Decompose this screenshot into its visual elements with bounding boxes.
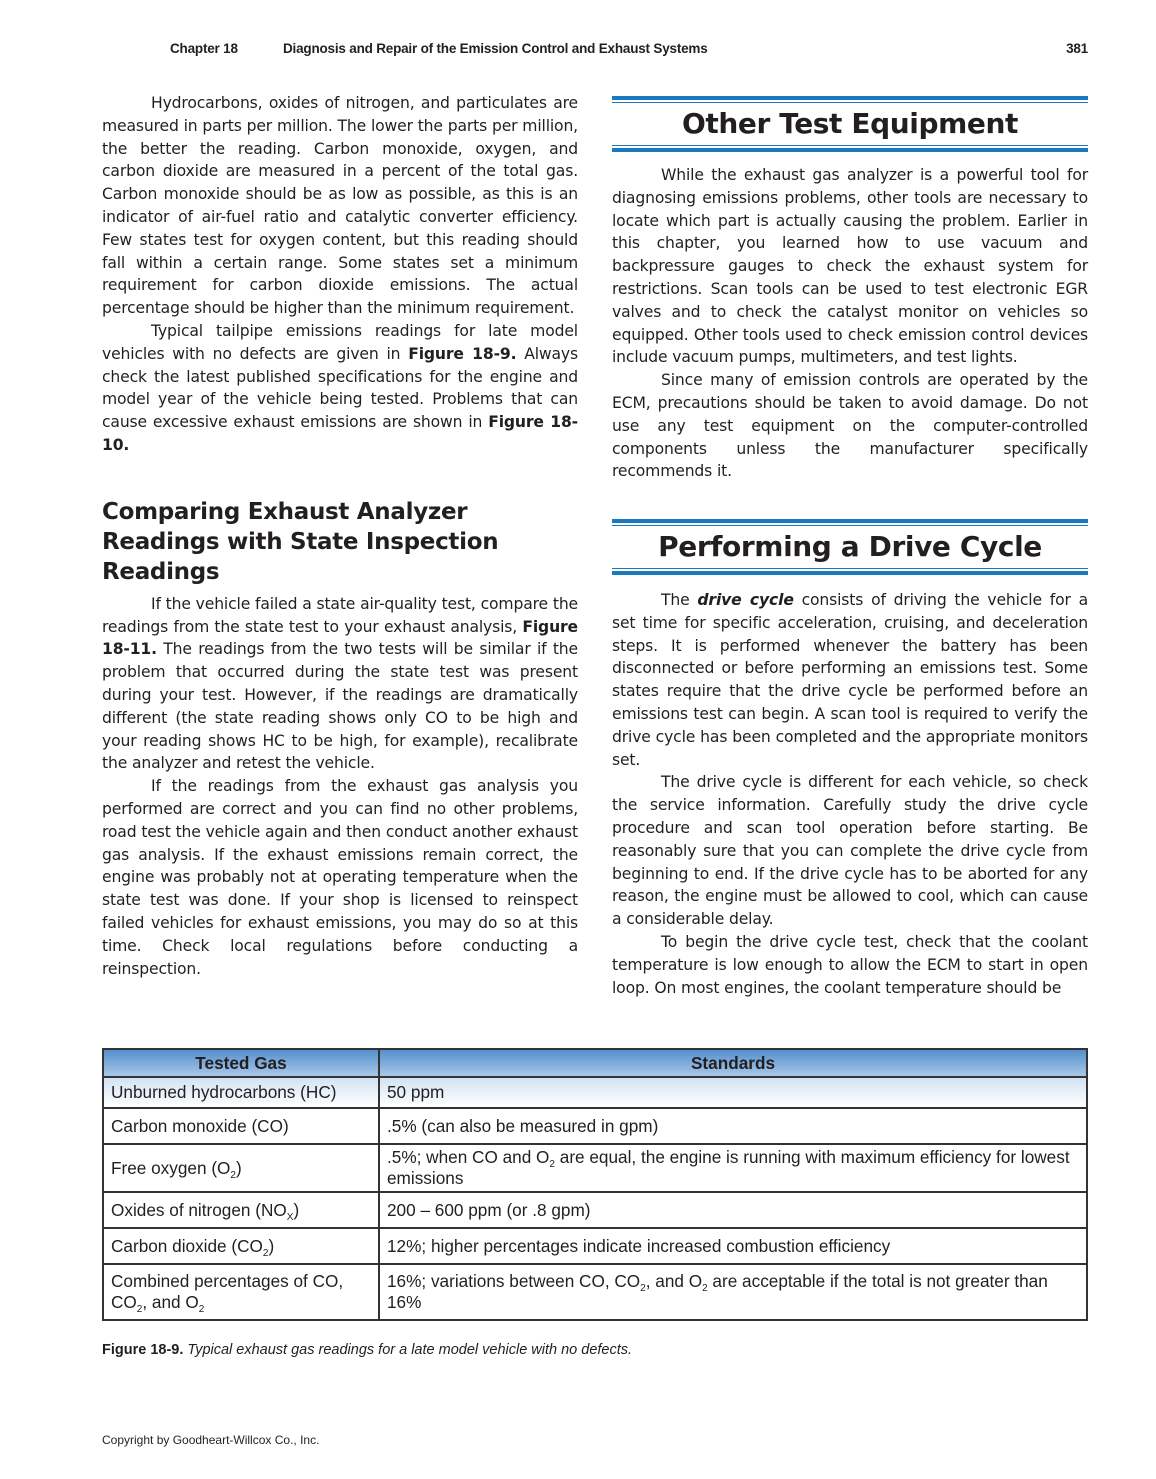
figure-ref-18-10[interactable]: Figure 18-10. xyxy=(102,413,578,454)
figure-ref-18-11[interactable]: Figure 18-11. xyxy=(102,617,578,659)
cell-gas: Combined percentages of CO, $CO_2$, and $O_2$ xyxy=(103,1264,379,1320)
paragraph: Since many of emission controls are operated by the ECM, precautions should be taken to avoid damage. Do not use any test equipment on the computer-controlled components unless the manufacturer specifically recommends it. xyxy=(612,371,1088,481)
page-number: 381 xyxy=(1066,41,1088,56)
chapter-label: Chapter 18 xyxy=(170,41,238,56)
paragraph: While the exhaust gas analyzer is a powerful tool for diagnosing emissions problems, other tools are necessary to locate which part is actually causing the problem. Earlier in this chapter, you learned how to use vacuum and backpressure gauges to check the exhaust system for restrictions. Scan tools can be used to test electronic EGR valves and to check the catalyst monitor on vehicles so equipped. Other tools used to check emission control devices include vacuum pumps, multimeters, and test lights. xyxy=(612,166,1088,367)
section-title: Other Test Equipment xyxy=(681,107,1019,140)
table-header-row xyxy=(103,1049,1087,1077)
cell-gas: Unburned hydrocarbons (HC) xyxy=(103,1077,379,1108)
text: Always check the latest published specifications for the engine and model year of the vehicle being tested. Problems that can cause excessive exhaust emissions are shown in xyxy=(102,344,578,432)
rule-divider xyxy=(612,148,1088,152)
figure-ref-18-9[interactable]: Figure 18-9. xyxy=(408,344,517,363)
left-column xyxy=(102,92,578,980)
text: Typical tailpipe emissions readings for late model vehicles with no defects are given in xyxy=(102,321,578,363)
rule-divider xyxy=(612,568,1088,569)
section-header-other-test-equipment xyxy=(612,96,1088,152)
text: If the vehicle failed a state air-quality test, compare the readings from the state test to your exhaust analysis, xyxy=(102,594,578,636)
rule-divider xyxy=(612,571,1088,575)
text: The readings from the two tests will be similar if the problem that occurred during the state test was present during your test. However, if the readings are dramatically different (the state reading shows only CO to be high and your reading shows HC to be high, for example), recalibrate the analyzer and retest the vehicle. xyxy=(102,640,578,773)
cell-standard: .5%; when CO and $O_2$ are equal, the engine is running with maximum efficiency for lowest emissions xyxy=(379,1144,1087,1192)
cell-standard: 200 – 600 ppm (or .8 gpm) xyxy=(379,1192,1087,1228)
figure-label: Figure 18-9. xyxy=(102,1342,184,1358)
cell-gas: Free oxygen $(O_2)$ xyxy=(103,1144,379,1192)
cell-standard: .5% (can also be measured in gpm) xyxy=(379,1108,1087,1144)
column-header: Tested Gas xyxy=(103,1049,379,1077)
paragraph xyxy=(102,320,578,457)
key-term: drive cycle xyxy=(697,591,794,609)
cell-gas: Oxides of nitrogen $(NO_X)$ xyxy=(103,1192,379,1228)
paragraph: The drive cycle is different for each vehicle, so check the service information. Carefully study the drive cycle procedure and scan tool operation before starting. Be reasonably sure that you can complete the drive cycle from beginning to end. If the drive cycle has to be aborted for any reason, the engine must be allowed to cool, which can cause a considerable delay. xyxy=(612,773,1088,929)
table-row xyxy=(103,1144,1087,1192)
figure-caption xyxy=(102,1342,632,1358)
table-row xyxy=(103,1264,1087,1320)
text: consists of driving the vehicle for a set time for specific acceleration, cruising, and deceleration steps. It is performed whenever the battery has been disconnected or before performing an emissions test. Some states require that the drive cycle be performed before an emissions test can begin. A scan tool is required to verify the drive cycle has been completed and the appropriate monitors set. xyxy=(612,591,1088,769)
copyright-footer: Copyright by Goodheart-Willcox Co., Inc. xyxy=(102,1433,320,1447)
paragraph xyxy=(612,589,1088,771)
section-title: Performing a Drive Cycle xyxy=(658,530,1042,563)
section-heading: Comparing Exhaust Analyzer Readings with State Inspection Readings xyxy=(102,498,499,585)
paragraph xyxy=(102,593,578,775)
rule-divider xyxy=(612,519,1088,523)
emissions-standards-table xyxy=(102,1048,1088,1321)
caption-text: Typical exhaust gas readings for a late model vehicle with no defects. xyxy=(183,1342,633,1358)
cell-gas: Carbon monoxide (CO) xyxy=(103,1108,379,1144)
paragraph: To begin the drive cycle test, check that the coolant temperature is low enough to allow the ECM to start in open loop. On most engines, the coolant temperature should be xyxy=(612,932,1088,997)
right-column-block-2 xyxy=(612,589,1088,999)
right-column-block-1 xyxy=(612,164,1088,483)
table-row xyxy=(103,1192,1087,1228)
section-header-drive-cycle xyxy=(612,519,1088,575)
table-row xyxy=(103,1077,1087,1108)
running-head xyxy=(170,41,1088,61)
table-row xyxy=(103,1108,1087,1144)
rule-divider xyxy=(612,96,1088,100)
column-header: Standards xyxy=(379,1049,1087,1077)
text: The xyxy=(661,591,698,609)
chapter-title: Diagnosis and Repair of the Emission Control and Exhaust Systems xyxy=(283,41,708,56)
cell-standard: 50 ppm xyxy=(379,1077,1087,1108)
paragraph: Hydrocarbons, oxides of nitrogen, and particulates are measured in parts per million. The lower the parts per million, the better the reading. Carbon monoxide, oxygen, and carbon dioxide are measured in a percent of the total gas. Carbon monoxide should be as low as possible, as this is an indicator of air-fuel ratio and catalytic converter efficiency. Few states test for oxygen content, but this reading should fall within a certain range. Some states set a minimum requirement for carbon dioxide emissions. The actual percentage should be higher than the minimum requirement. xyxy=(102,94,578,318)
cell-standard: 12%; higher percentages indicate increased combustion efficiency xyxy=(379,1228,1087,1264)
cell-standard: 16%; variations between CO, $CO_2$, and $O_2$ are acceptable if the total is not greater than 16% xyxy=(379,1264,1087,1320)
table-row xyxy=(103,1228,1087,1264)
paragraph: If the readings from the exhaust gas analysis you performed are correct and you can find no other problems, road test the vehicle again and then conduct another exhaust gas analysis. If the exhaust emissions remain correct, the engine was probably not at operating temperature when the state test was done. If your shop is licensed to reinspect failed vehicles for exhaust emissions, you may do so at this time. Check local regulations before conducting a reinspection. xyxy=(102,777,578,978)
cell-gas: Carbon dioxide $(CO_2)$ xyxy=(103,1228,379,1264)
rule-divider xyxy=(612,145,1088,146)
